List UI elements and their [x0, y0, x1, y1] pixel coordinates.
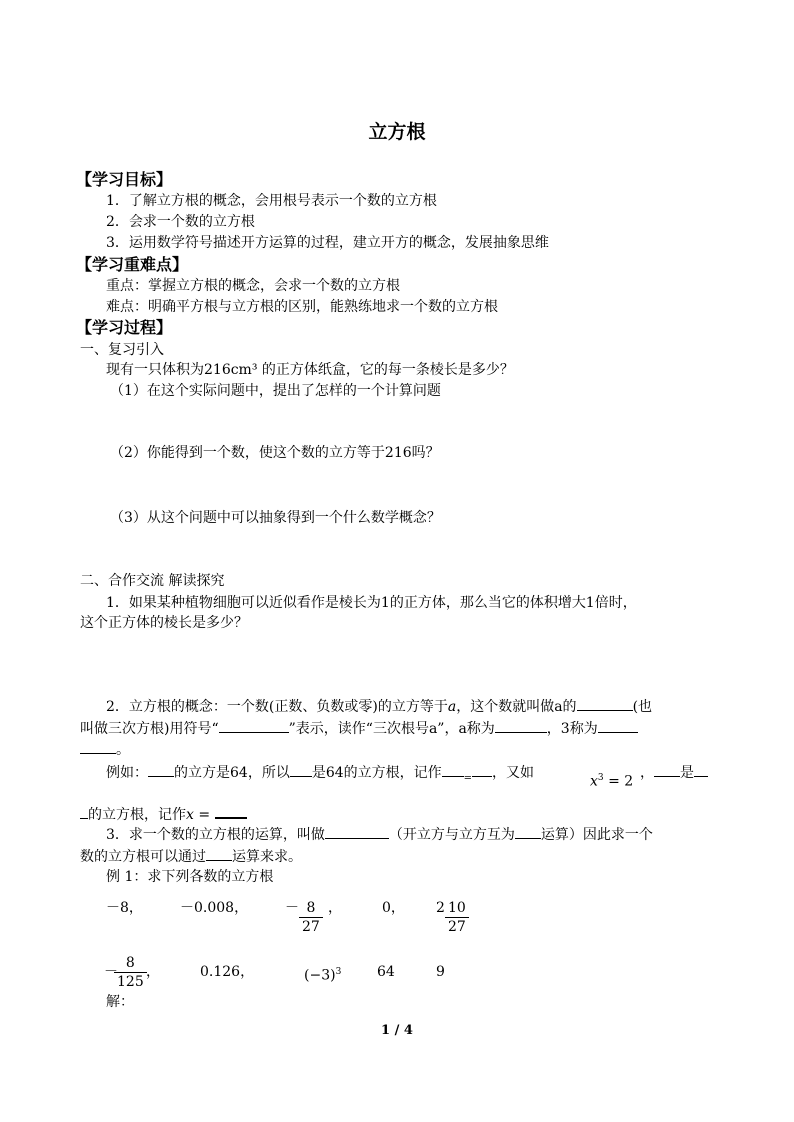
p3-line2 [80, 846, 302, 867]
blank-ex-3[interactable] [442, 762, 464, 777]
ex2-item-a-fraction [114, 954, 147, 991]
ex1-item-b: －0.008， [180, 900, 249, 916]
example-line1 [106, 762, 534, 789]
p3-text-c: 运算）因此求一个 [540, 827, 653, 843]
example1-title: 例 1：求下列各数的立方根 [106, 869, 274, 885]
ex2-item-a-num: 8 [114, 954, 147, 973]
blank-ex-1[interactable] [148, 762, 174, 777]
p1-line1: 1．如果某种植物细胞可以近似看作是棱长为1的正方体，那么当它的体积增大1倍时， [106, 595, 637, 611]
ex2-item-a-sign: － [104, 964, 118, 980]
ex-eq: = [463, 772, 473, 784]
question-2: （2）你能得到一个数，使这个数的立方等于216吗？ [110, 445, 440, 461]
ex1-item-c-fraction [299, 899, 323, 936]
ex1-item-e-whole: 2 [436, 900, 445, 916]
p2-text-f: ，3称为 [546, 721, 598, 737]
process-heading: 【学习过程】 [76, 318, 173, 337]
p3-text-e: 运算来求。 [232, 849, 302, 865]
ex1-item-d: 0， [382, 900, 405, 916]
p2-text-d: 叫做三次方根)用符号“ [80, 721, 219, 737]
p2-text-e: ”表示，读作“三次根号a”，a称为 [288, 721, 495, 737]
ex1-item-c-den: 27 [302, 919, 320, 935]
ex-text-f: 是 [680, 765, 694, 781]
p2-line1 [106, 696, 652, 717]
question-3: （3）从这个问题中可以抽象得到一个什么数学概念？ [110, 510, 441, 526]
example-equation [590, 768, 633, 792]
ex-text-e: ， [640, 765, 654, 781]
ex-text-a: 例如： [106, 765, 148, 781]
blank-ex-2[interactable] [290, 762, 312, 777]
ex-eq2: = 2 [603, 773, 634, 790]
focus-heading: 【学习重难点】 [76, 255, 189, 274]
blank-ex-7[interactable] [215, 803, 247, 819]
p3-text-a: 3．求一个数的立方根的运算，叫做 [106, 827, 325, 843]
blank-p3-3[interactable] [206, 846, 232, 861]
var-a: a [447, 699, 457, 715]
p2-line3 [80, 739, 130, 760]
blank-index-cont[interactable] [80, 739, 116, 754]
ex2-item-c-base: (−3) [304, 967, 336, 984]
difficult-point: 难点：明确平方根与立方根的区别，能熟练地求一个数的立方根 [106, 299, 498, 315]
blank-symbol[interactable] [219, 718, 289, 733]
ex-sup: 3 [597, 773, 604, 783]
ex2-item-c-sup: 3 [335, 967, 342, 977]
ex1-item-c-sign: － [285, 900, 299, 916]
question-1: （1）在这个实际问题中，提出了怎样的一个计算问题 [110, 383, 441, 399]
goals-heading: 【学习目标】 [76, 170, 173, 189]
example-line1-tail [640, 762, 708, 783]
ex2-item-a-den: 125 [117, 974, 144, 990]
blank-ex-6-cont[interactable] [80, 804, 88, 819]
ex-var-x: x [590, 773, 598, 790]
blank-ex-4[interactable] [472, 762, 492, 777]
blank-ex-5[interactable] [654, 762, 680, 777]
goal-item-3: 3．运用数学符号描述开方运算的过程，建立开方的概念，发展抽象思维 [106, 235, 549, 251]
solution-label: 解： [106, 994, 134, 1010]
blank-cube-root[interactable] [577, 696, 633, 711]
ex1-item-c-tail: ， [328, 900, 342, 916]
ex2-item-c [304, 962, 341, 986]
goal-item-1: 1．了解立方根的概念，会用根号表示一个数的立方根 [106, 193, 437, 209]
blank-p3-1[interactable] [325, 824, 389, 839]
page-number: 1 / 4 [381, 1023, 413, 1038]
ex1-item-e-fraction [445, 899, 469, 936]
blank-p3-2[interactable] [515, 824, 541, 839]
ex-var-x2: x [186, 807, 194, 823]
p3-line1 [106, 824, 653, 845]
ex1-item-a: －8， [106, 900, 143, 916]
ex-text-g: 的立方根，记作 [88, 807, 186, 823]
page-title: 立方根 [368, 121, 426, 143]
p2-text-a: 2．立方根的概念：一个数(正数、负数或零)的立方等于 [106, 699, 448, 715]
example-line2 [80, 803, 247, 825]
ex2-item-d: 64 [377, 964, 395, 980]
ex2-item-b: 0.126， [200, 964, 255, 980]
ex-text-b: 的立方是64，所以 [174, 765, 290, 781]
p3-text-b: （开立方与立方互为 [388, 827, 515, 843]
ex2-item-e: 9 [436, 964, 445, 980]
part2-title: 二、合作交流 解读探究 [80, 573, 225, 589]
goal-item-2: 2．会求一个数的立方根 [106, 214, 255, 230]
ex1-item-e-num: 10 [445, 899, 469, 918]
p3-text-d: 数的立方根可以通过 [80, 849, 206, 865]
p2-text-c: (也 [632, 699, 653, 715]
ex1-item-e-den: 27 [448, 919, 466, 935]
part1-title: 一、复习引入 [80, 342, 164, 358]
p2-text-g: 。 [116, 742, 130, 758]
ex1-item-c-num: 8 [299, 899, 323, 918]
blank-index[interactable] [598, 718, 638, 733]
p2-text-b: ，这个数就叫做a的 [456, 699, 577, 715]
p1-line2: 这个正方体的棱长是多少？ [80, 615, 248, 631]
ex-eq3: = [193, 807, 215, 823]
part1-intro: 现有一只体积为216cm³ 的正方体纸盒，它的每一条棱长是多少？ [106, 362, 514, 378]
blank-radicand[interactable] [495, 718, 547, 733]
blank-ex-6[interactable] [694, 762, 708, 777]
key-point: 重点：掌握立方根的概念，会求一个数的立方根 [106, 278, 400, 294]
ex2-item-a-tail: ， [146, 964, 160, 980]
ex-text-d: ，又如 [492, 765, 535, 781]
ex-text-c: 是64的立方根，记作 [311, 765, 442, 781]
p2-line2 [80, 718, 638, 739]
